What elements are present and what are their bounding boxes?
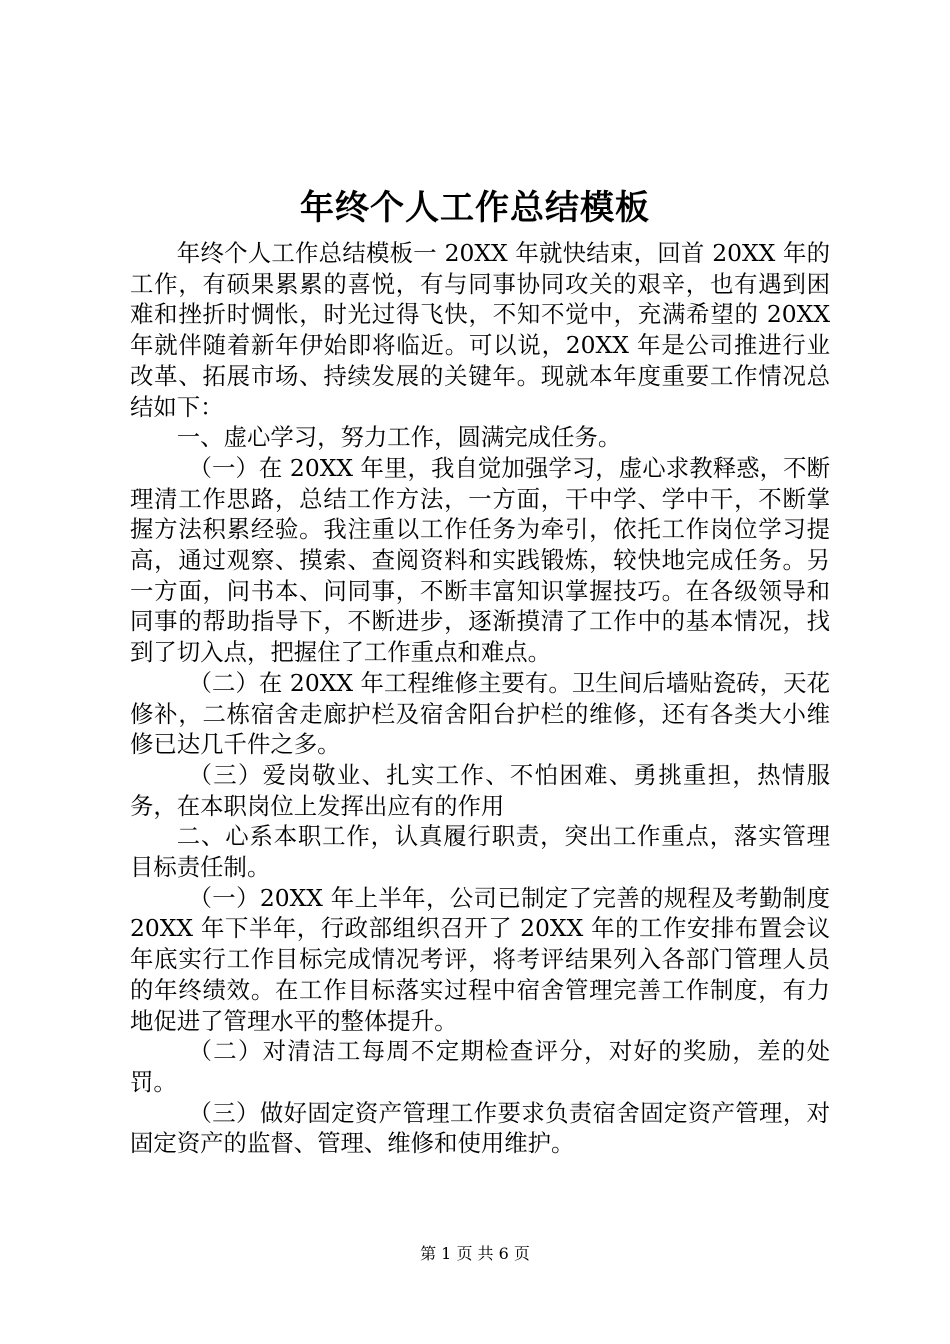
paragraph-2-2: （二）对清洁工每周不定期检查评分，对好的奖励，差的处罚。 [130,1037,830,1096]
intro-paragraph: 年终个人工作总结模板一 20XX 年就快结束，回首 20XX 年的工作，有硕果累累的喜悦，有与同事协同攻关的艰辛，也有遇到困难和挫折时惆怅，时光过得飞快，不知不觉中，充满希望的 20XX 年就伴随着新年伊始即将临近。可以说，20XX 年是公司推进行业改革、拓展市场、持续发展的关键年。现就本年度重要工作情况总结如下： [130,239,830,421]
paragraph-1-2: （二）在 20XX 年工程维修主要有。卫生间后墙贴瓷砖，天花修补，二栋宿舍走廊护栏及宿舍阳台护栏的维修，还有各类大小维修已达几千件之多。 [130,668,830,759]
paragraph-1-3: （三）爱岗敬业、扎实工作、不怕困难、勇挑重担，热情服务，在本职岗位上发挥出应有的作用 [130,760,830,820]
paragraph-2-1: （一）20XX 年上半年，公司已制定了完善的规程及考勤制度 20XX 年下半年，行政部组织召开了 20XX 年的工作安排布置会议年底实行工作目标完成情况考评，将考评结果列入各部门管理人员的年终绩效。在工作目标落实过程中宿舍管理完善工作制度，有力地促进了管理水平的整体提升。 [130,883,830,1035]
document-body [130,238,830,1159]
section-heading-1: 一、虚心学习，努力工作，圆满完成任务。 [176,423,622,452]
paragraph-1-1: （一）在 20XX 年里，我自觉加强学习，虚心求教释惑，不断理清工作思路，总结工作方法，一方面，干中学、学中干，不断掌握方法积累经验。我注重以工作任务为牵引，依托工作岗位学习提高，通过观察、摸索、查阅资料和实践锻炼，较快地完成任务。另一方面，问书本、问同事，不断丰富知识掌握技巧。在各级领导和同事的帮助指导下，不断进步，逐渐摸清了工作中的基本情况，找到了切入点，把握住了工作重点和难点。 [130,453,830,667]
section-heading-2: 二、心系本职工作，认真履行职责，突出工作重点，落实管理目标责任制。 [130,822,830,882]
paragraph-2-3: （三）做好固定资产管理工作要求负责宿舍固定资产管理，对固定资产的监督、管理、维修和使用维护。 [130,1098,830,1158]
document-title: 年终个人工作总结模板 [300,188,650,228]
page-footer: 第 1 页 共 6 页 [420,1244,530,1263]
